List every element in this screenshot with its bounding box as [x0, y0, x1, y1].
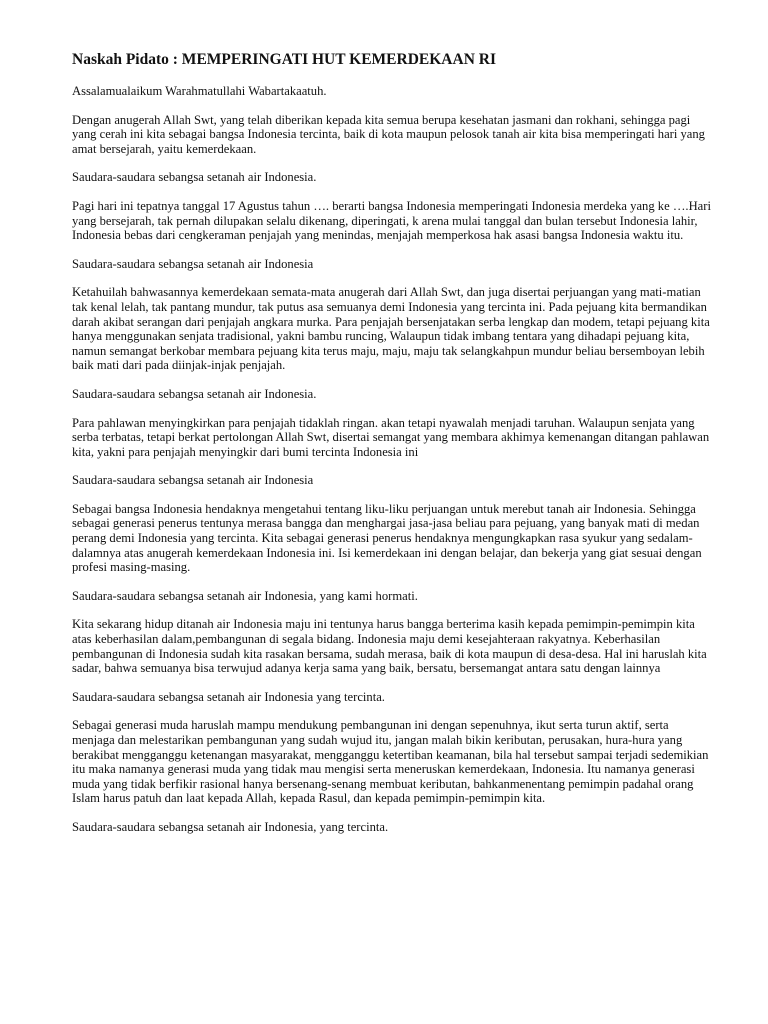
salutation: Saudara-saudara sebangsa setanah air Indonesia. [72, 386, 317, 401]
document-page [72, 50, 712, 849]
paragraph-generasi-muda: Sebagai generasi muda haruslah mampu mendukung pembangunan ini dengan sepenuhnya, ikut serta turun aktif, serta menjaga dan melestarikan pembangunan yang sudah wujud itu, jangan malah bikin keributan, perusakan, hura-hura yang berakibat mengganggu ketenangan masyarakat, mengganggu ketertiban keamanan, bila hal tersebut sampai terjadi sedemikian itu maka namanya generasi muda yang tidak mau mengisi serta meneruskan kemerdekaan, Indonesia. Itu namanya generasi muda yang tidak berfikir rasional hanya bersenang-senang membuat keributan, bahkanmenentang pemimpin padahal orang Islam harus patuh dan laat kepada Allah, kepada Rasul, dan kepada pemimpin-pemimpin kita. [72, 718, 709, 806]
salutation: Saudara-saudara sebangsa setanah air Indonesia [72, 473, 314, 488]
salutation: Saudara-saudara sebangsa setanah air Indonesia yang tercinta. [72, 689, 385, 704]
greeting: Assalamualaikum Warahmatullahi Wabartakaatuh. [72, 84, 327, 98]
salutation: Saudara-saudara sebangsa setanah air Indonesia, yang kami hormati. [72, 588, 418, 603]
paragraph-opening: Dengan anugerah Allah Swt, yang telah diberikan kepada kita semua berupa kesehatan jasmani dan rokhani, sehingga pagi yang cerah ini kita sebagai bangsa Indonesia tercinta, baik di kota maupun pelosok tanah air kita bisa memperingati hari yang amat bersejarah, yaitu kemerdekaan. [72, 112, 705, 156]
paragraph-perjuangan: Ketahuilah bahwasannya kemerdekaan semata-mata anugerah dari Allah Swt, dan juga disertai perjuangan yang mati-matian tak kenal lelah, tak pantang mundur, tak putus asa semuanya demi Indonesia yang tercinta ini. Pada pejuang kita bermandikan darah akibat serangan dari penjajah angkara murka. Para penjajah bersenjatakan serba lengkap dan modem, tetapi pejuang kita hanya menggunakan senjata tradisional, yakni bambu runcing, Walaupun tidak imbang tentara yang dihadapi pejuang kita, namun semangat berkobar membara pejuang kita terus maju, maju, maju tak selangkahpun mundur beliau bersemboyan lebih baik mati dari pada diinjak-injak penjajah. [72, 285, 710, 373]
salutation: Saudara-saudara sebangsa setanah air Indonesia [72, 256, 314, 271]
paragraph-pembangunan: Kita sekarang hidup ditanah air Indonesia maju ini tentunya harus bangga berterima kasih kepada pemimpin-pemimpin kita atas keberhasilan dalam,pembangunan di segala bidang. Indonesia maju demi kesejahteraan rakyatnya. Keberhasilan pembangunan di Indonesia sudah kita rasakan bersama, sudah merasa, baik di kota maupun di desa-desa. Hal ini haruslah kita sadar, bahwa semuanya bisa terwujud adanya kerja sama yang baik, bersatu, bersemangat antara satu dengan lainnya [72, 617, 707, 676]
salutation: Saudara-saudara sebangsa setanah air Indonesia. [72, 170, 317, 185]
paragraph-17-agustus: Pagi hari ini tepatnya tanggal 17 Agustus tahun …. berarti bangsa Indonesia memperingati Indonesia merdeka yang ke ….Hari yang bersejarah, tak pernah dilupakan selalu dikenang, diperingati, k arena mulai tanggal dan bulan tersebut Indonesia lahir, Indonesia bebas dari cengkeraman penjajah yang menindas, menjajah memperkosa hak asasi bangsa Indonesia waktu itu. [72, 198, 711, 243]
paragraph-pahlawan: Para pahlawan menyingkirkan para penjajah tidaklah ringan. akan tetapi nyawalah menjadi taruhan. Walaupun senjata yang serba terbatas, tetapi berkat pertolongan Allah Swt, disertai semangat yang membara akhimya kemenangan ditangan pahlawan kita, yakni para penjajah menyingkir dari bumi tercinta Indonesia ini [72, 415, 710, 459]
salutation: Saudara-saudara sebangsa setanah air Indonesia, yang tercinta. [72, 819, 389, 834]
paragraph-generasi-penerus: Sebagai bangsa Indonesia hendaknya mengetahui tentang liku-liku perjuangan untuk merebut tanah air Indonesia. Sehingga sebagai generasi penerus tentunya merasa bangga dan menghargai jasa-jasa beliau para pejuang, yang banyak mati di medan perang demi Indonesia yang tercinta. Kita sebagai generasi penerus hendaknya mengungkapkan rasa syukur yang sedalam-dalamnya atas anugerah kemerdekaan Indonesia ini. Isi kemerdekaan ini dengan belajar, dan bekerja yang giat sesuai dengan profesi masing-masing. [72, 501, 702, 575]
document-title: Naskah Pidato : MEMPERINGATI HUT KEMERDEKAAN RI [72, 51, 496, 68]
